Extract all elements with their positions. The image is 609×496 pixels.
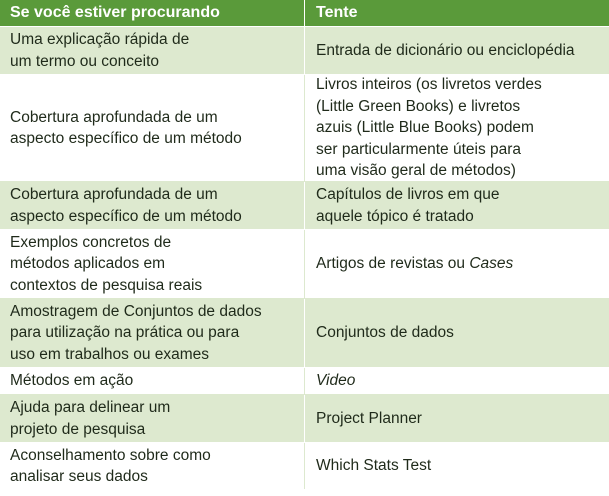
row-suggestion: Which Stats Test [316, 457, 432, 475]
table-header [0, 0, 609, 27]
row-need: Exemplos concretos de métodos aplicados em contextos de pesquisa reais [0, 230, 305, 298]
table-row [0, 395, 609, 443]
header-col-try: Tente [316, 4, 358, 22]
row-suggestion: Livros inteiros (os livretos verdes (Little Green Books) e livretos azuis (Little Blue Books) podem ser particularmente úteis para uma visão geral de métodos) [316, 76, 542, 180]
row-need: Amostragem de Conjuntos de dados para utilização na prática ou para uso em trabalhos ou exames [0, 299, 305, 367]
table-row [0, 27, 609, 75]
table-row [0, 299, 609, 368]
suggestion-text: Artigos de revistas ou [316, 255, 470, 273]
table-row [0, 230, 609, 299]
row-suggestion [305, 230, 609, 298]
row-suggestion: Video [316, 372, 356, 390]
table-row [0, 368, 609, 395]
row-need: Ajuda para delinear um projeto de pesquisa [0, 395, 305, 442]
row-suggestion: Capítulos de livros em que aquele tópico é tratado [316, 186, 500, 225]
row-need: Uma explicação rápida de um termo ou conceito [0, 27, 305, 74]
table-row [0, 443, 609, 489]
header-col-looking-for: Se você estiver procurando [0, 0, 305, 26]
table-row [0, 75, 609, 182]
row-need: Aconselhamento sobre como analisar seus dados [0, 443, 305, 489]
row-suggestion: Project Planner [316, 409, 422, 427]
row-suggestion: Entrada de dicionário ou enciclopédia [316, 41, 575, 59]
row-need: Cobertura aprofundada de um aspecto específico de um método [0, 75, 305, 181]
suggestion-italic: Cases [469, 255, 514, 273]
table-row [0, 182, 609, 230]
row-need: Cobertura aprofundada de um aspecto específico de um método [0, 182, 305, 229]
row-need: Métodos em ação [0, 368, 305, 394]
row-suggestion: Conjuntos de dados [316, 324, 454, 342]
